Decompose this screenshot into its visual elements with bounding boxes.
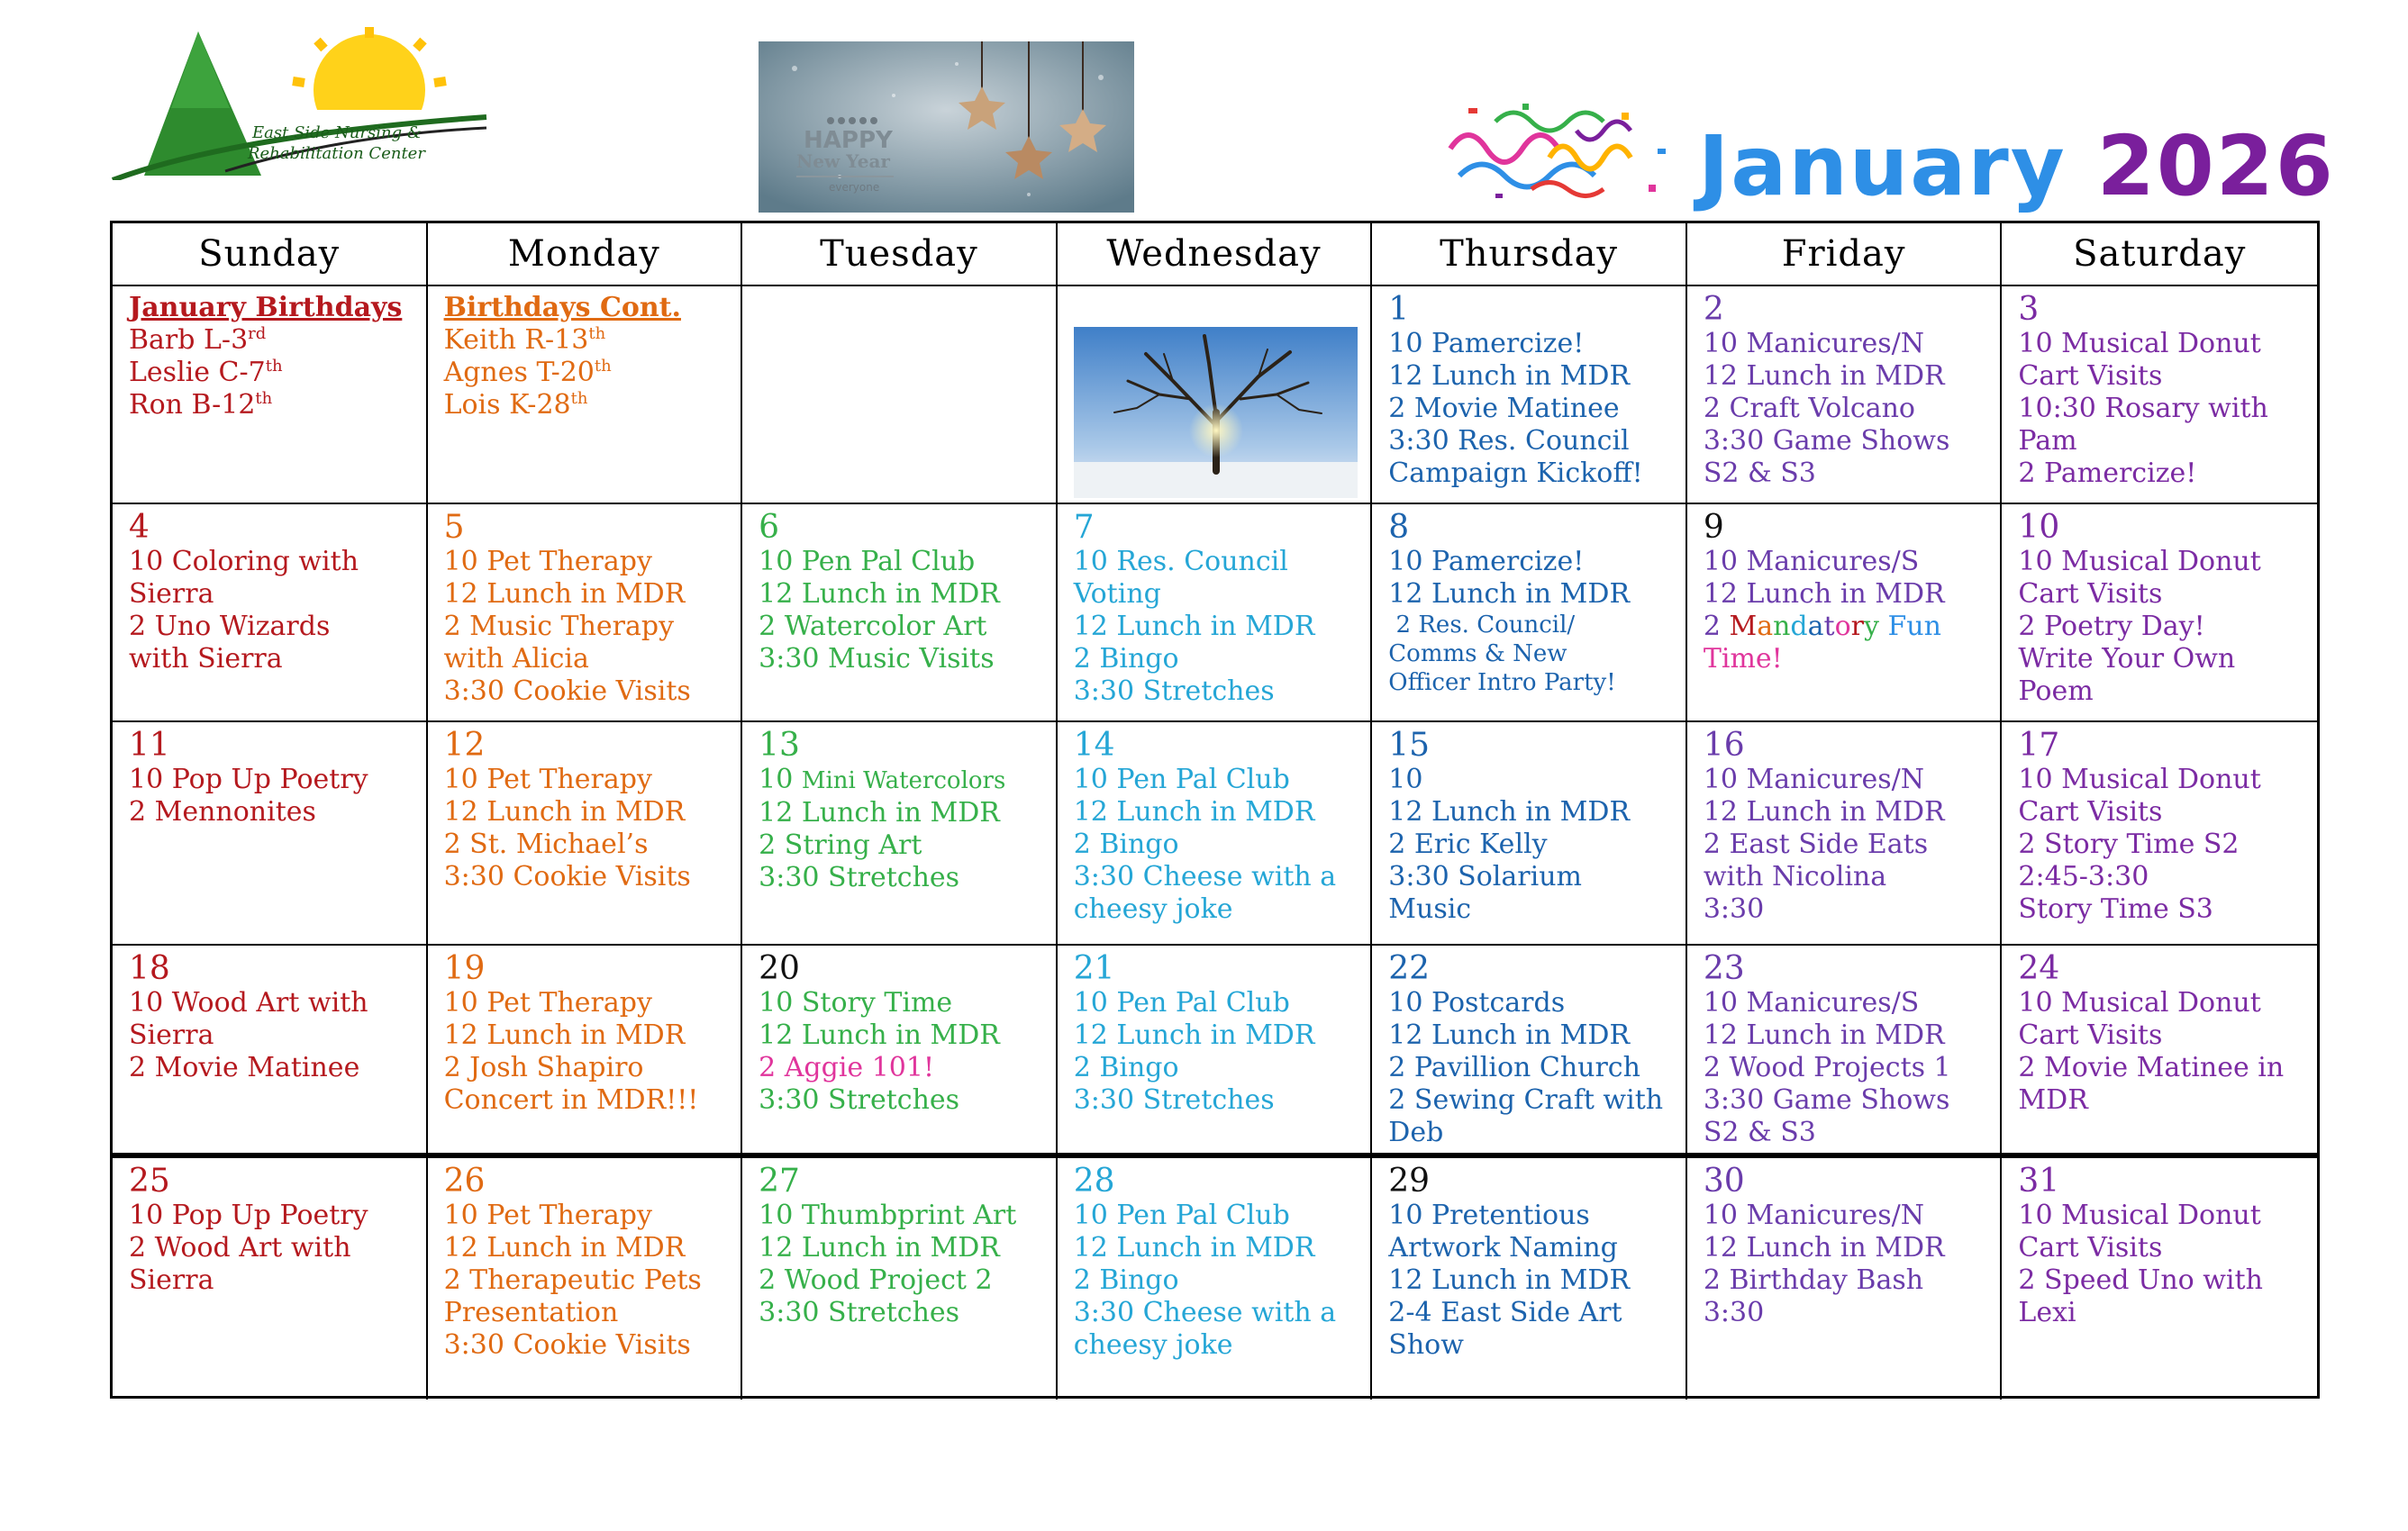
title-year: 2026 (2096, 118, 2335, 214)
rainbow-word (1729, 611, 1878, 642)
weekday-header-wednesday: Wednesday (1058, 223, 1373, 286)
logo-text-line2: Rehabilitation Center (248, 144, 425, 163)
activity-line: 2 Pamercize! (2018, 457, 2197, 489)
day-cell-22 (1372, 946, 1687, 1155)
weekday-header-thursday: Thursday (1372, 223, 1687, 286)
activity-line: Artwork Naming (1388, 1232, 1618, 1264)
day-cell-26 (428, 1155, 743, 1400)
activity-line: 12 Lunch in MDR (1388, 578, 1631, 610)
title-month: January (1698, 118, 2067, 214)
activity-line: Poem (2018, 675, 2094, 707)
activity-line: 3:30 Cookie Visits (443, 861, 691, 892)
activity-line: 10 Pen Pal Club (759, 546, 976, 577)
activity-line: 10 Pop Up Poetry (129, 764, 368, 795)
day-cell-4 (113, 504, 428, 722)
activity-line: 10 Story Time (759, 987, 953, 1019)
birthday-entry: Ron B-12th (129, 389, 273, 421)
activity-line: 12 Lunch in MDR (1703, 360, 1945, 392)
day-cell-28 (1058, 1155, 1373, 1400)
activity-line: 3:30 Stretches (1073, 675, 1275, 707)
activity-line: 12 Lunch in MDR (1703, 796, 1945, 828)
activity-line: 3:30 Stretches (759, 1297, 960, 1328)
day-number: 25 (129, 1163, 170, 1200)
activity-line: 2 East Side Eats (1703, 829, 1929, 860)
day-number: 12 (443, 727, 486, 764)
calendar-grid (110, 221, 2320, 1399)
activity-line: 10 (1388, 764, 1423, 795)
activity-line: 12 Lunch in MDR (1388, 1264, 1631, 1296)
day-number: 13 (759, 727, 800, 764)
activity-line: Lexi (2018, 1297, 2076, 1328)
activity-line: 2-4 East Side Art (1388, 1297, 1622, 1328)
activity-line: Music (1388, 893, 1472, 925)
rainbow-letter: M (1729, 611, 1758, 642)
day-cell-13 (742, 722, 1058, 946)
day-cell-9 (1687, 504, 2003, 722)
day-cell-15 (1372, 722, 1687, 946)
activity-line: 10 Mini Watercolors (759, 764, 1006, 795)
day-cell-18 (113, 946, 428, 1155)
activity-line: 3:30 Cookie Visits (443, 675, 691, 707)
activity-line: 12 Lunch in MDR (1388, 1019, 1631, 1051)
day-cell-23 (1687, 946, 2003, 1155)
day-cell-6 (742, 504, 1058, 722)
activity-line: Comms & New (1388, 640, 1567, 667)
activity-line: with Nicolina (1703, 861, 1887, 892)
activity-line: 10 Musical Donut (2018, 764, 2261, 795)
day-cell-3 (2002, 286, 2317, 504)
activity-line: 12 Lunch in MDR (1703, 1232, 1945, 1264)
ny-happy-text: HAPPY (804, 127, 893, 154)
ny-everyone-text: everyone (829, 181, 880, 194)
activity-line: 10 Postcards (1388, 987, 1566, 1019)
day-number: 31 (2018, 1163, 2060, 1200)
birthdays-cont-cell (428, 286, 743, 504)
activity-line: 12 Lunch in MDR (1073, 796, 1315, 828)
activity-line: 2 Res. Council/ (1388, 611, 1576, 639)
activity-line: 2 Pavillion Church (1388, 1052, 1640, 1083)
activity-line: 2 Aggie 101! (759, 1052, 935, 1083)
activity-line: 10 Pen Pal Club (1073, 764, 1290, 795)
activity-line: S2 & S3 (1703, 1117, 1816, 1148)
activity-line: 12 Lunch in MDR (443, 796, 686, 828)
day-number: 26 (443, 1163, 486, 1200)
day-number: 27 (759, 1163, 800, 1200)
day-number: 9 (1703, 509, 1724, 546)
day-cell-14 (1058, 722, 1373, 946)
activity-line: 10 Pamercize! (1388, 328, 1585, 359)
day-number: 10 (2018, 509, 2060, 546)
activity-line: Campaign Kickoff! (1388, 457, 1643, 489)
weekday-header-friday: Friday (1687, 223, 2003, 286)
day-number: 28 (1073, 1163, 1115, 1200)
activity-line: 2 Wood Project 2 (759, 1264, 993, 1296)
activity-line: Cart Visits (2018, 360, 2163, 392)
day-number: 2 (1703, 291, 1724, 328)
activity-line: Cart Visits (2018, 796, 2163, 828)
activity-line: 10 Wood Art with (129, 987, 368, 1019)
activity-line: 12 Lunch in MDR (1073, 1232, 1315, 1264)
birthday-entry: Keith R-13th (443, 324, 606, 356)
activity-line: 3:30 Res. Council (1388, 425, 1630, 457)
day-cell-7 (1058, 504, 1373, 722)
day-number: 20 (759, 950, 800, 987)
activity-line: 10 Pamercize! (1388, 546, 1585, 577)
activity-line: 12 Lunch in MDR (443, 1019, 686, 1051)
activity-line: 2 Therapeutic Pets (443, 1264, 702, 1296)
activity-line: 2 Eric Kelly (1388, 829, 1548, 860)
activity-line: 2 Bingo (1073, 1052, 1179, 1083)
activity-line: Presentation (443, 1297, 619, 1328)
birthday-entry: Leslie C-7th (129, 357, 283, 388)
day-cell-27 (742, 1155, 1058, 1400)
activity-line: 3:30 Cheese with a (1073, 1297, 1337, 1328)
activity-line: 3:30 (1703, 1297, 1765, 1328)
weekday-header-tuesday: Tuesday (742, 223, 1058, 286)
activity-line: 12 Lunch in MDR (759, 578, 1000, 610)
activity-line: Time! (1703, 643, 1783, 675)
activity-line: 12 Lunch in MDR (1703, 578, 1945, 610)
activity-line: 10 Coloring with (129, 546, 359, 577)
activity-line: 12 Lunch in MDR (759, 1019, 1000, 1051)
activity-line: 10 Pet Therapy (443, 546, 652, 577)
activity-line: 2 Wood Projects 1 (1703, 1052, 1951, 1083)
birthday-entry: Barb L-3rd (129, 324, 267, 356)
activity-line: 12 Lunch in MDR (1388, 796, 1631, 828)
day-cell-16 (1687, 722, 2003, 946)
activity-line: 3:30 Cookie Visits (443, 1329, 691, 1361)
day-cell-17 (2002, 722, 2317, 946)
day-number: 19 (443, 950, 486, 987)
activity-line: cheesy joke (1073, 893, 1233, 925)
day-number: 18 (129, 950, 170, 987)
activity-line: Sierra (129, 1019, 214, 1051)
activity-line: Deb (1388, 1117, 1444, 1148)
activity-line: 10 Manicures/S (1703, 546, 1920, 577)
activity-line: 3:30 Game Shows (1703, 425, 1950, 457)
day-cell-20 (742, 946, 1058, 1155)
activity-line: 2 Speed Uno with (2018, 1264, 2263, 1296)
day-number: 5 (443, 509, 465, 546)
day-number: 3 (2018, 291, 2040, 328)
day-number: 30 (1703, 1163, 1745, 1200)
activity-line: 12 Lunch in MDR (1073, 1019, 1315, 1051)
activity-line: 10 Musical Donut (2018, 987, 2261, 1019)
activity-line: 12 Lunch in MDR (443, 1232, 686, 1264)
day-cell-2 (1687, 286, 2003, 504)
activity-line: Pam (2018, 425, 2077, 457)
activity-line: 10 Manicures/N (1703, 1200, 1925, 1231)
activity-line: Cart Visits (2018, 1019, 2163, 1051)
facility-logo (108, 27, 495, 180)
activity-line: 2 Bingo (1073, 1264, 1179, 1296)
rainbow-letter: r (1850, 611, 1864, 642)
day-number: 11 (129, 727, 170, 764)
activity-line: Officer Intro Party! (1388, 669, 1616, 696)
birthday-entry: Agnes T-20th (443, 357, 612, 388)
activity-line: S2 & S3 (1703, 457, 1816, 489)
activity-line: 12 Lunch in MDR (443, 578, 686, 610)
day-number: 6 (759, 509, 780, 546)
activity-line: 10 Pretentious (1388, 1200, 1590, 1231)
activity-line: 2 Bingo (1073, 643, 1179, 675)
activity-line: Voting (1073, 578, 1161, 610)
activity-line: 10 Res. Council (1073, 546, 1288, 577)
winter-tree-cell (1058, 286, 1373, 504)
day-number: 15 (1388, 727, 1431, 764)
activity-line: 10 Musical Donut (2018, 328, 2261, 359)
confetti-streamers-icon (1441, 95, 1685, 203)
activity-line: 2 Mennonites (129, 796, 316, 828)
activity-line: 2 Birthday Bash (1703, 1264, 1924, 1296)
day-number: 16 (1703, 727, 1745, 764)
day-cell-29 (1372, 1155, 1687, 1400)
activity-line: 2 St. Michael’s (443, 829, 649, 860)
activity-line: Cart Visits (2018, 578, 2163, 610)
day-number: 4 (129, 509, 150, 546)
rainbow-letter: d (1790, 611, 1808, 642)
activity-line: 3:30 Solarium (1388, 861, 1582, 892)
activity-line: Show (1388, 1329, 1464, 1361)
rainbow-letter: t (1823, 611, 1835, 642)
activity-line: 12 Lunch in MDR (759, 1232, 1000, 1264)
day-number: 8 (1388, 509, 1410, 546)
activity-line: Sierra (129, 1264, 214, 1296)
day-cell-8 (1372, 504, 1687, 722)
activity-line-mandatory-fun: 2 Mandatory Fun (1703, 611, 1941, 642)
activity-line: 10 Pen Pal Club (1073, 987, 1290, 1019)
activity-line: 2 Watercolor Art (759, 611, 987, 642)
day-number: 22 (1388, 950, 1431, 987)
day-number: 1 (1388, 291, 1410, 328)
activity-line: 12 Lunch in MDR (1388, 360, 1631, 392)
day-cell-31 (2002, 1155, 2317, 1400)
empty-day-cell (742, 286, 1058, 504)
activity-line: 2 Movie Matinee (129, 1052, 360, 1083)
activity-line: cheesy joke (1073, 1329, 1233, 1361)
day-cell-1 (1372, 286, 1687, 504)
day-cell-21 (1058, 946, 1373, 1155)
activity-line: 2 Music Therapy (443, 611, 675, 642)
activity-line: Concert in MDR!!! (443, 1084, 699, 1116)
activity-line: 10 Manicures/N (1703, 328, 1925, 359)
day-cell-5 (428, 504, 743, 722)
activity-line: 2 String Art (759, 829, 922, 861)
rainbow-letter: o (1834, 611, 1851, 642)
rainbow-letter: a (1807, 611, 1824, 642)
day-cell-12 (428, 722, 743, 946)
day-cell-25 (113, 1155, 428, 1400)
activity-line: 2 Movie Matinee (1388, 393, 1620, 424)
activity-line: 10 Pet Therapy (443, 1200, 652, 1231)
activity-line: 2 Josh Shapiro (443, 1052, 644, 1083)
day-number: 23 (1703, 950, 1745, 987)
day-number: 24 (2018, 950, 2060, 987)
rainbow-letter: y (1863, 611, 1879, 642)
activity-line: 10 Pet Therapy (443, 987, 652, 1019)
ny-newyear-text: New Year (796, 150, 890, 172)
activity-line: 10 Pen Pal Club (1073, 1200, 1290, 1231)
rainbow-letter: a (1757, 611, 1774, 642)
weekday-header-saturday: Saturday (2002, 223, 2317, 286)
activity-line: 10 Manicures/N (1703, 764, 1925, 795)
activity-line: Cart Visits (2018, 1232, 2163, 1264)
activity-line: 2 Story Time S2 (2018, 829, 2240, 860)
activity-line: 10 Musical Donut (2018, 546, 2261, 577)
happy-new-year-image (759, 41, 1134, 213)
day-cell-11 (113, 722, 428, 946)
day-number: 29 (1388, 1163, 1431, 1200)
activity-line: 10 Thumbprint Art (759, 1200, 1017, 1231)
activity-line: 2 Craft Volcano (1703, 393, 1915, 424)
activity-line: 12 Lunch in MDR (1073, 611, 1315, 642)
birthdays-cont-heading: Birthdays Cont. (443, 292, 681, 323)
activity-line: 12 Lunch in MDR (1703, 1019, 1945, 1051)
day-number: 21 (1073, 950, 1115, 987)
activity-line: Write Your Own (2018, 643, 2236, 675)
activity-line: 3:30 (1703, 893, 1765, 925)
birthdays-cell (113, 286, 428, 504)
activity-line: 3:30 Cheese with a (1073, 861, 1337, 892)
day-number: 7 (1073, 509, 1095, 546)
winter-tree-image (1074, 327, 1358, 498)
day-cell-24 (2002, 946, 2317, 1155)
birthday-entry: Lois K-28th (443, 389, 588, 421)
activity-line: 10 Musical Donut (2018, 1200, 2261, 1231)
activity-line: with Alicia (443, 643, 589, 675)
day-cell-10 (2002, 504, 2317, 722)
activity-line: 10 Manicures/S (1703, 987, 1920, 1019)
activity-line: 10 Pet Therapy (443, 764, 652, 795)
activity-line: with Sierra (129, 643, 283, 675)
activity-line: 2 Poetry Day! (2018, 611, 2205, 642)
logo-text-line1: East Side Nursing & (252, 123, 422, 142)
activity-line: Sierra (129, 578, 214, 610)
day-number: 14 (1073, 727, 1115, 764)
activity-line: MDR (2018, 1084, 2088, 1116)
activity-line: 3:30 Music Visits (759, 643, 995, 675)
activity-line: 2 Movie Matinee in (2018, 1052, 2285, 1083)
activity-line: 2 Sewing Craft with (1388, 1084, 1664, 1116)
rainbow-letter: n (1773, 611, 1791, 642)
calendar-title (1698, 108, 2335, 225)
day-cell-19 (428, 946, 743, 1155)
activity-line: 2 Bingo (1073, 829, 1179, 860)
activity-line: 10:30 Rosary with (2018, 393, 2268, 424)
day-cell-30 (1687, 1155, 2003, 1400)
activity-line: 2 Wood Art with (129, 1232, 351, 1264)
weekday-header-monday: Monday (428, 223, 743, 286)
activity-line: 3:30 Stretches (1073, 1084, 1275, 1116)
activity-line: 3:30 Stretches (759, 862, 960, 893)
activity-line: 10 Pop Up Poetry (129, 1200, 368, 1231)
birthdays-heading: January Birthdays (129, 292, 403, 323)
activity-line: 2 Uno Wizards (129, 611, 331, 642)
activity-line: Story Time S3 (2018, 893, 2213, 925)
activity-line: 3:30 Stretches (759, 1084, 960, 1116)
day-number: 17 (2018, 727, 2060, 764)
activity-line: 3:30 Game Shows (1703, 1084, 1950, 1116)
activity-line: 12 Lunch in MDR (759, 797, 1000, 829)
activity-line: 2:45-3:30 (2018, 861, 2149, 892)
weekday-header-sunday: Sunday (113, 223, 428, 286)
